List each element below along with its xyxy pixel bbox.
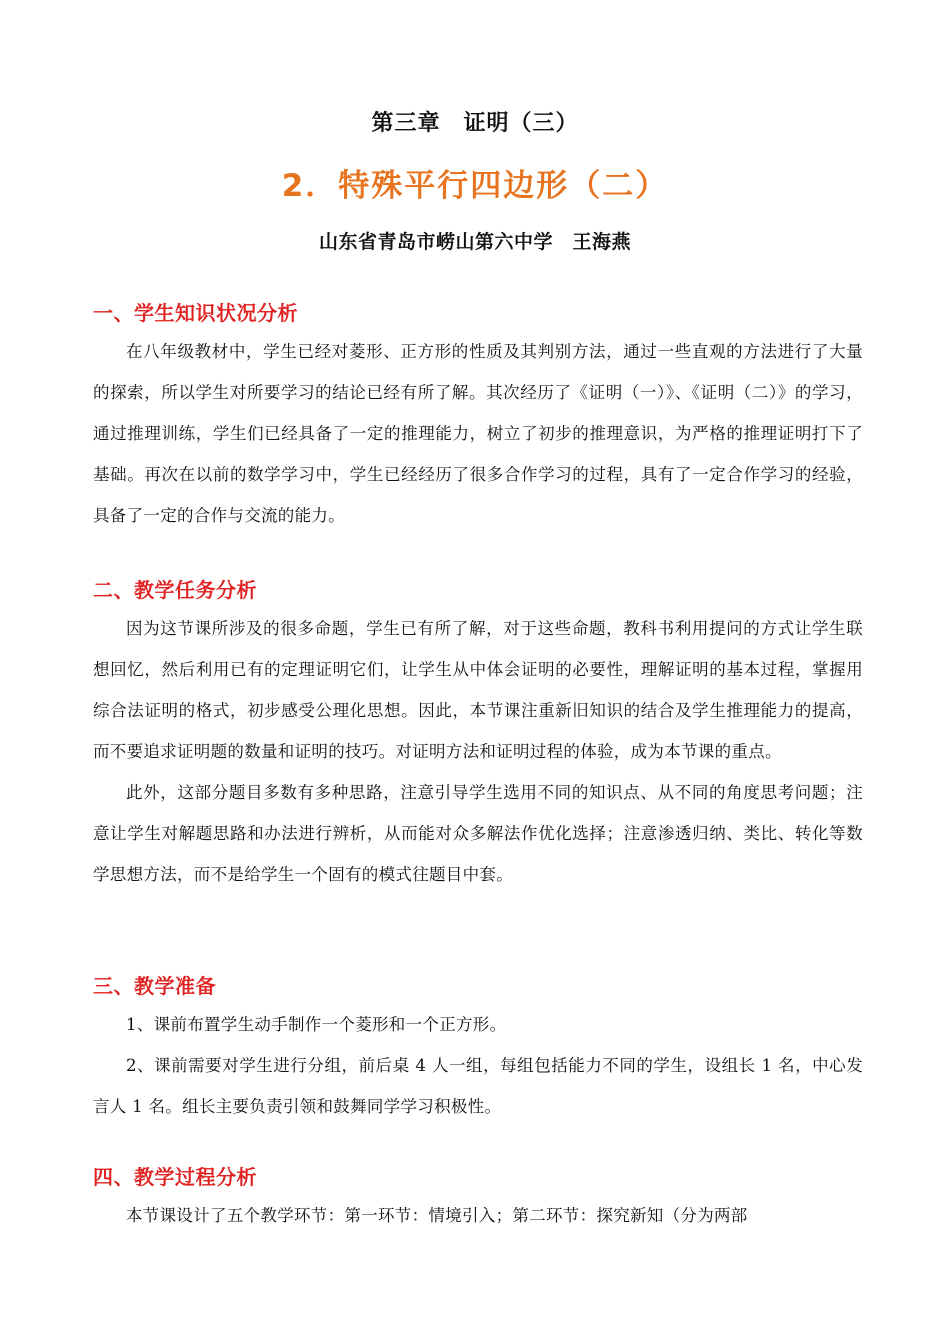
lesson-title: 2．特殊平行四边形（二） [281,168,669,204]
paragraph: 2、课前需要对学生进行分组，前后桌 4 人一组，每组包括能力不同的学生，设组长 1 名，中心发言人 1 名。组长主要负责引领和鼓舞同学学习积极性。 [93,1056,863,1116]
paragraph: 此外，这部分题目多数有多种思路，注意引导学生选用不同的知识点、从不同的角度思考问题；注意让学生对解题思路和办法进行辨析，从而能对众多解法作优化选择；注意渗透归纳、类比、转化等数学思想方法，而不是给学生一个固有的模式往题目中套。 [93,783,863,884]
paragraph: 因为这节课所涉及的很多命题，学生已有所了解，对于这些命题，教科书利用提问的方式让学生联想回忆，然后利用已有的定理证明它们，让学生从中体会证明的必要性，理解证明的基本过程，掌握用综合法证明的格式，初步感受公理化思想。因此，本节课注重新旧知识的结合及学生推理能力的提高，而不要追求证明题的数量和证明的技巧。对证明方法和证明过程的体验，成为本节课的重点。 [93,619,863,761]
section-heading: 一、学生知识状况分析 [93,301,298,325]
chapter-title: 第三章 证明（三） [371,111,579,136]
paragraph: 1、课前布置学生动手制作一个菱形和一个正方形。 [126,1015,507,1034]
section-heading: 四、教学过程分析 [93,1165,257,1189]
section-preparation [93,971,863,1127]
section-task-analysis [93,575,863,895]
section-heading: 二、教学任务分析 [93,578,257,602]
paragraph: 在八年级教材中，学生已经对菱形、正方形的性质及其判别方法，通过一些直观的方法进行了大量的探索，所以学生对所要学习的结论已经有所了解。其次经历了《证明（一）》、《证明（二）》的学习，通过推理训练，学生们已经具备了一定的推理能力，树立了初步的推理意识，为严格的推理证明打下了基础。再次在以前的数学学习中，学生已经经历了很多合作学习的过程，具有了一定合作学习的经验，具备了一定的合作与交流的能力。 [93,342,863,525]
section-heading: 三、教学准备 [93,974,216,998]
section-student-knowledge [93,298,863,536]
section-process-analysis [93,1162,863,1236]
author-line: 山东省青岛市崂山第六中学 王海燕 [318,231,631,253]
paragraph: 本节课设计了五个教学环节：第一环节：情境引入；第二环节：探究新知（分为两部 [126,1206,748,1225]
